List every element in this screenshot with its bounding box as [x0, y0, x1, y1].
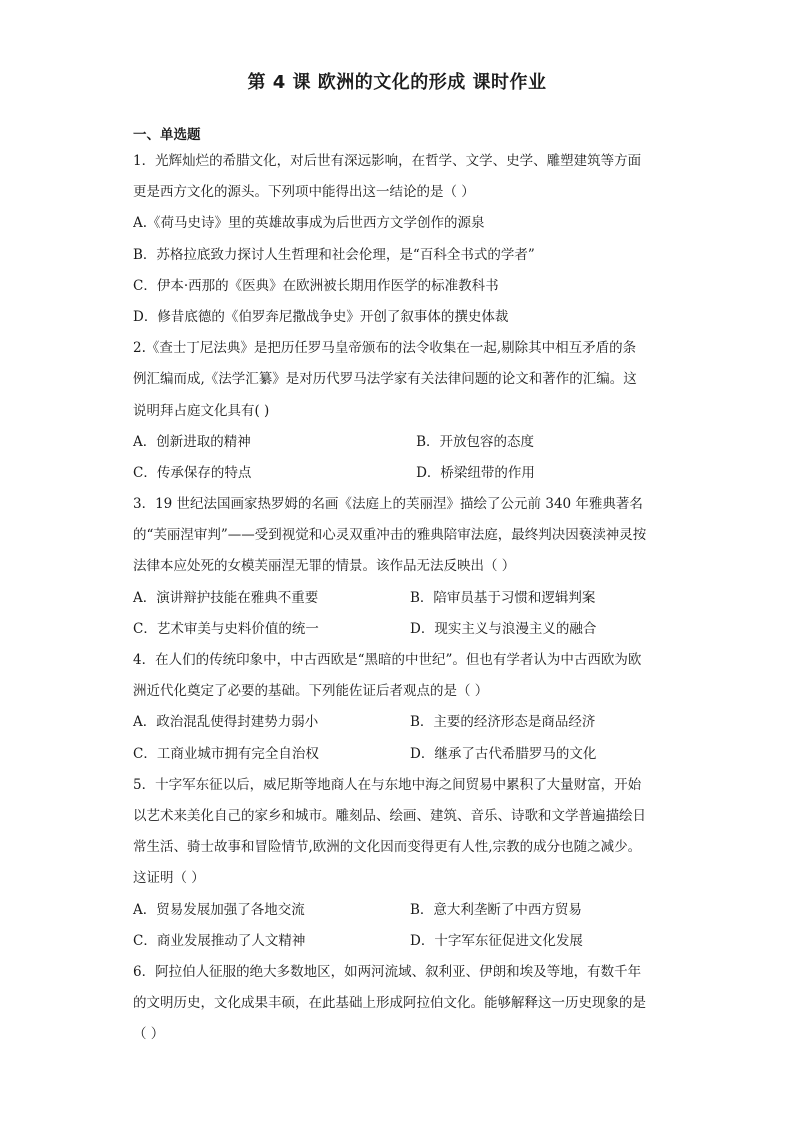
option-b: B．意大利垄断了中西方贸易 — [410, 901, 582, 918]
question-2 — [133, 333, 665, 489]
question-text-line: 说明拜占庭文化具有( ) — [133, 402, 270, 419]
question-text-line: 的文明历史，文化成果丰硕，在此基础上形成阿拉伯文化。能够解释这一历史现象的是 — [133, 995, 646, 1012]
question-text-line: 以艺术来美化自己的家乡和城市。雕刻品、绘画、建筑、音乐、诗歌和文学普遍描绘日 — [133, 807, 646, 824]
option-c: C．商业发展推动了人文精神 — [133, 932, 306, 949]
option-b: B．开放包容的态度 — [416, 433, 534, 450]
section-heading: 一、单选题 — [133, 127, 201, 143]
option-c: C．艺术审美与史料价值的统一 — [133, 620, 319, 637]
option-a: A．政治混乱使得封建势力弱小 — [133, 714, 319, 731]
question-text-line: 1．光辉灿烂的希腊文化，对后世有深远影响，在哲学、文学、史学、雕塑建筑等方面 — [133, 153, 642, 169]
option-b: B．苏格拉底致力探讨人生哲理和社会伦理，是“百科全书式的学者” — [133, 246, 535, 263]
option-a: A．创新进取的精神 — [133, 433, 251, 450]
option-row — [133, 707, 665, 738]
option-d: D．现实主义与浪漫主义的融合 — [410, 620, 597, 637]
question-text-line: 3．19 世纪法国画家热罗姆的名画《法庭上的芙丽涅》描绘了公元前 340 年雅典著名 — [133, 496, 643, 513]
option-row — [133, 895, 665, 926]
option-c: C．伊本·西那的《医典》在欧洲被长期用作医学的标准教科书 — [133, 277, 499, 294]
option-b: B．陪审员基于习惯和逻辑判案 — [410, 589, 596, 606]
option-a: A．贸易发展加强了各地交流 — [133, 901, 305, 918]
option-b: B．主要的经济形态是商品经济 — [410, 714, 596, 731]
question-text-line: （ ） — [133, 1026, 165, 1043]
option-d: D．十字军东征促进文化发展 — [410, 932, 583, 949]
question-4 — [133, 645, 665, 770]
option-row — [133, 926, 665, 957]
option-row — [133, 427, 665, 458]
question-3 — [133, 489, 665, 645]
question-5 — [133, 770, 665, 957]
option-d: D．继承了古代希腊罗马的文化 — [410, 745, 597, 762]
question-text-line: 2.《查士丁尼法典》是把历任罗马皇帝颁布的法令收集在一起,剔除其中相互矛盾的条 — [133, 340, 637, 357]
option-c: C．传承保存的特点 — [133, 464, 252, 481]
page-title: 第 4 课 欧洲的文化的形成 课时作业 — [247, 72, 547, 93]
option-a: A.《荷马史诗》里的英雄故事成为后世西方文学创作的源泉 — [133, 215, 485, 232]
question-text-line: 例汇编而成,《法学汇纂》是对历代罗马法学家有关法律问题的论文和著作的汇编。这 — [133, 371, 637, 388]
question-text-line: 常生活、骑士故事和冒险情节,欧洲的文化因而变得更有人性,宗教的成分也随之减少。 — [133, 839, 642, 856]
question-text-line: 这证明（ ） — [133, 870, 205, 887]
question-list — [133, 146, 665, 1050]
question-1 — [133, 146, 665, 333]
question-text-line: 更是西方文化的源头。下列项中能得出这一结论的是（ ） — [133, 184, 475, 201]
question-text-line: 的“芙丽涅审判”——受到视觉和心灵双重冲击的雅典陪审法庭，最终判决因亵渎神灵按 — [133, 527, 647, 544]
option-row — [133, 583, 665, 614]
option-row — [133, 739, 665, 770]
question-text-line: 洲近代化奠定了必要的基础。下列能佐证后者观点的是（ ） — [133, 683, 489, 700]
question-text-line: 4．在人们的传统印象中，中古西欧是“黑暗的中世纪”。但也有学者认为中古西欧为欧 — [133, 652, 642, 668]
option-a: A．演讲辩护技能在雅典不重要 — [133, 589, 319, 606]
question-text-line: 5．十字军东征以后，威尼斯等地商人在与东地中海之间贸易中累积了大量财富，开始 — [133, 776, 642, 793]
question-6 — [133, 957, 665, 1051]
option-d: D．桥梁纽带的作用 — [416, 464, 535, 481]
question-text-line: 6．阿拉伯人征服的绝大多数地区，如两河流域、叙利亚、伊朗和埃及等地，有数千年 — [133, 963, 642, 980]
option-row — [133, 614, 665, 645]
option-d: D．修昔底德的《伯罗奔尼撒战争史》开创了叙事体的撰史体裁 — [133, 308, 509, 325]
question-text-line: 法律本应处死的女模芙丽涅无罪的情景。该作品无法反映出（ ） — [133, 558, 516, 575]
option-row — [133, 458, 665, 489]
option-c: C．工商业城市拥有完全自治权 — [133, 745, 319, 762]
